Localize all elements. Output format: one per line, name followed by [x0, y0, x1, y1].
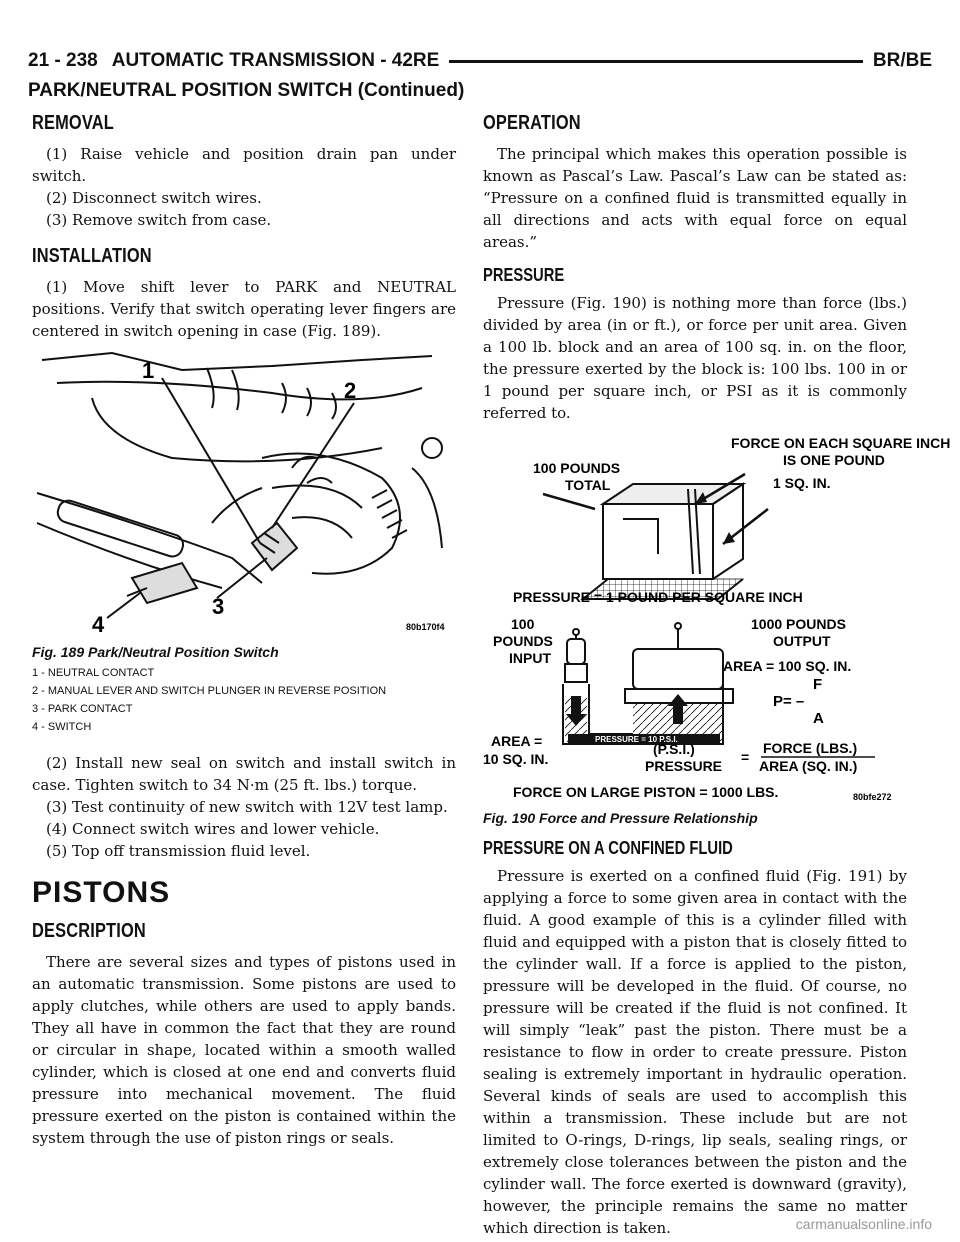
label-p: P= – [773, 693, 805, 710]
installation-step-2: (2) Install new seal on switch and install switch in case. Tighten switch to 34 N·m (25 ft. lbs.) torque. [32, 754, 456, 794]
right-column [483, 108, 951, 1239]
header-rule [449, 60, 863, 63]
fig-189-code: 80b170f4 [406, 622, 445, 632]
callout-1: 1 [142, 358, 155, 383]
watermark: carmanualsonline.info [795, 1216, 932, 1232]
fig-189-legend-2: 2 - MANUAL LEVER AND SWITCH PLUNGER IN REVERSE POSITION [32, 685, 387, 697]
label-output-1000: 1000 POUNDS [751, 616, 846, 632]
removal-step-3: (3) Remove switch from case. [46, 211, 272, 229]
installation-step-1: (1) Move shift lever to PARK and NEUTRAL positions. Verify that switch operating lever fingers are centered in switch opening in case (Fig. 189). [32, 278, 456, 340]
operation-heading: OPERATION [483, 112, 581, 134]
label-pressure-word: PRESSURE [645, 758, 723, 774]
fig-190-illustration [483, 434, 951, 804]
removal-step-2: (2) Disconnect switch wires. [46, 189, 262, 207]
label-f: F [813, 676, 823, 693]
fig-189-legend-1: 1 - NEUTRAL CONTACT [32, 667, 155, 679]
label-1-sq-in: 1 SQ. IN. [773, 475, 831, 491]
page-header [28, 46, 932, 76]
fig-189-legend-4: 4 - SWITCH [32, 721, 92, 733]
label-output: OUTPUT [773, 633, 831, 649]
label-area-100: AREA = 100 SQ. IN. [723, 658, 852, 674]
confined-fluid-heading: PRESSURE ON A CONFINED FLUID [483, 838, 733, 858]
label-large-piston: FORCE ON LARGE PISTON = 1000 LBS. [513, 784, 779, 800]
confined-fluid-text: Pressure is exerted on a confined fluid (Fig. 191) by applying a force to some given area in contact with the fluid. A good example of this is a cylinder filled with fluid and equipped with a piston that is closely fitted to the cylinder wall. If a force is applied to the piston, pressure will be developed in the fluid. Of course, no pressure will be created if the fluid is not confined. It will simply “leak” past the piston. There must be a resistance to flow in order to create pressure. Piston sealing is extremely important in hydraulic operation. Several kinds of seals are used to accomplish this within a transmission. These include but are not limited to O-rings, D-rings, lip seals, sealing rings, or extremely close tolerances between the piston and the cylinder wall. The force exerted is downward (gravity), however, the principle remains the same no matter which direction is taken. [483, 867, 907, 1237]
fig-189-illustration [32, 348, 452, 638]
installation-step-4: (4) Connect switch wires and lower vehicle. [46, 820, 380, 838]
label-inner-pressure: PRESSURE = 10 P.S.I. [595, 735, 678, 744]
label-100-pounds: 100 POUNDS [533, 460, 621, 476]
label-force-lbs: FORCE (LBS.) [763, 740, 858, 756]
label-psi: (P.S.I.) [653, 741, 695, 757]
callout-2: 2 [344, 378, 357, 403]
callout-4: 4 [92, 612, 105, 637]
fig-190-code: 80bfe272 [853, 792, 892, 802]
description-heading: DESCRIPTION [32, 920, 146, 942]
pressure-heading: PRESSURE [483, 265, 565, 285]
section-continued-title: PARK/NEUTRAL POSITION SWITCH (Continued) [28, 80, 465, 101]
installation-step-3: (3) Test continuity of new switch with 12V test lamp. [46, 798, 448, 816]
pressure-text: Pressure (Fig. 190) is nothing more than force (lbs.) divided by area (in or ft.), or force per unit area. Given a 100 lb. block and an area of 100 sq. in. on the floor, the pressure exerted by the block is: 100 lbs. 100 in or 1 pound per square inch, or PSI as it is commonly referred to. [483, 294, 907, 422]
pistons-heading: PISTONS [32, 876, 171, 909]
installation-heading: INSTALLATION [32, 245, 152, 267]
callout-3: 3 [212, 594, 225, 619]
operation-text: The principal which makes this operation possible is known as Pascal’s Law. Pascal’s Law can be stated as: “Pressure on a confined fluid is transmitted equally in all directions and acts with equal force on equal areas.” [483, 145, 907, 251]
label-area-eq: AREA = [491, 733, 543, 749]
label-force-each: FORCE ON EACH SQUARE INCH [731, 435, 951, 451]
fig-190-caption: Fig. 190 Force and Pressure Relationship [483, 810, 758, 826]
label-total: TOTAL [565, 477, 611, 493]
switch-illustration [32, 348, 452, 638]
description-text: There are several sizes and types of pistons used in an automatic transmission. Some pistons are used to apply clutches, while others are used to apply bands. They all have in common the fact that they are round or circular in shape, located within a smooth walled cylinder, which is closed at one end and converts fluid pressure into mechanical movement. The fluid pressure exerted on the piston is contained within the system through the use of piston rings or seals. [32, 953, 456, 1147]
label-pressure-eq: PRESSURE = 1 POUND PER SQUARE INCH [513, 589, 803, 605]
header-model: BR/BE [872, 50, 932, 71]
label-equals: = [741, 749, 750, 765]
pressure-diagram [483, 434, 951, 804]
label-area-sq: AREA (SQ. IN.) [759, 758, 858, 774]
fig-189-caption: Fig. 189 Park/Neutral Position Switch [32, 644, 279, 660]
label-a: A [813, 710, 824, 727]
label-input-pounds: POUNDS [493, 633, 553, 649]
label-input-100: 100 [511, 616, 535, 632]
removal-heading: REMOVAL [32, 112, 114, 134]
fig-189-legend-3: 3 - PARK CONTACT [32, 703, 133, 715]
header-title: AUTOMATIC TRANSMISSION - 42RE [111, 50, 440, 71]
installation-step-5: (5) Top off transmission fluid level. [46, 842, 311, 860]
page-number: 21 - 238 [28, 50, 98, 71]
left-column [32, 108, 456, 1149]
removal-step-1: (1) Raise vehicle and position drain pan under switch. [32, 145, 456, 185]
label-input: INPUT [509, 650, 551, 666]
label-is-one-pound: IS ONE POUND [783, 452, 885, 468]
label-10-sq-in: 10 SQ. IN. [483, 751, 549, 767]
